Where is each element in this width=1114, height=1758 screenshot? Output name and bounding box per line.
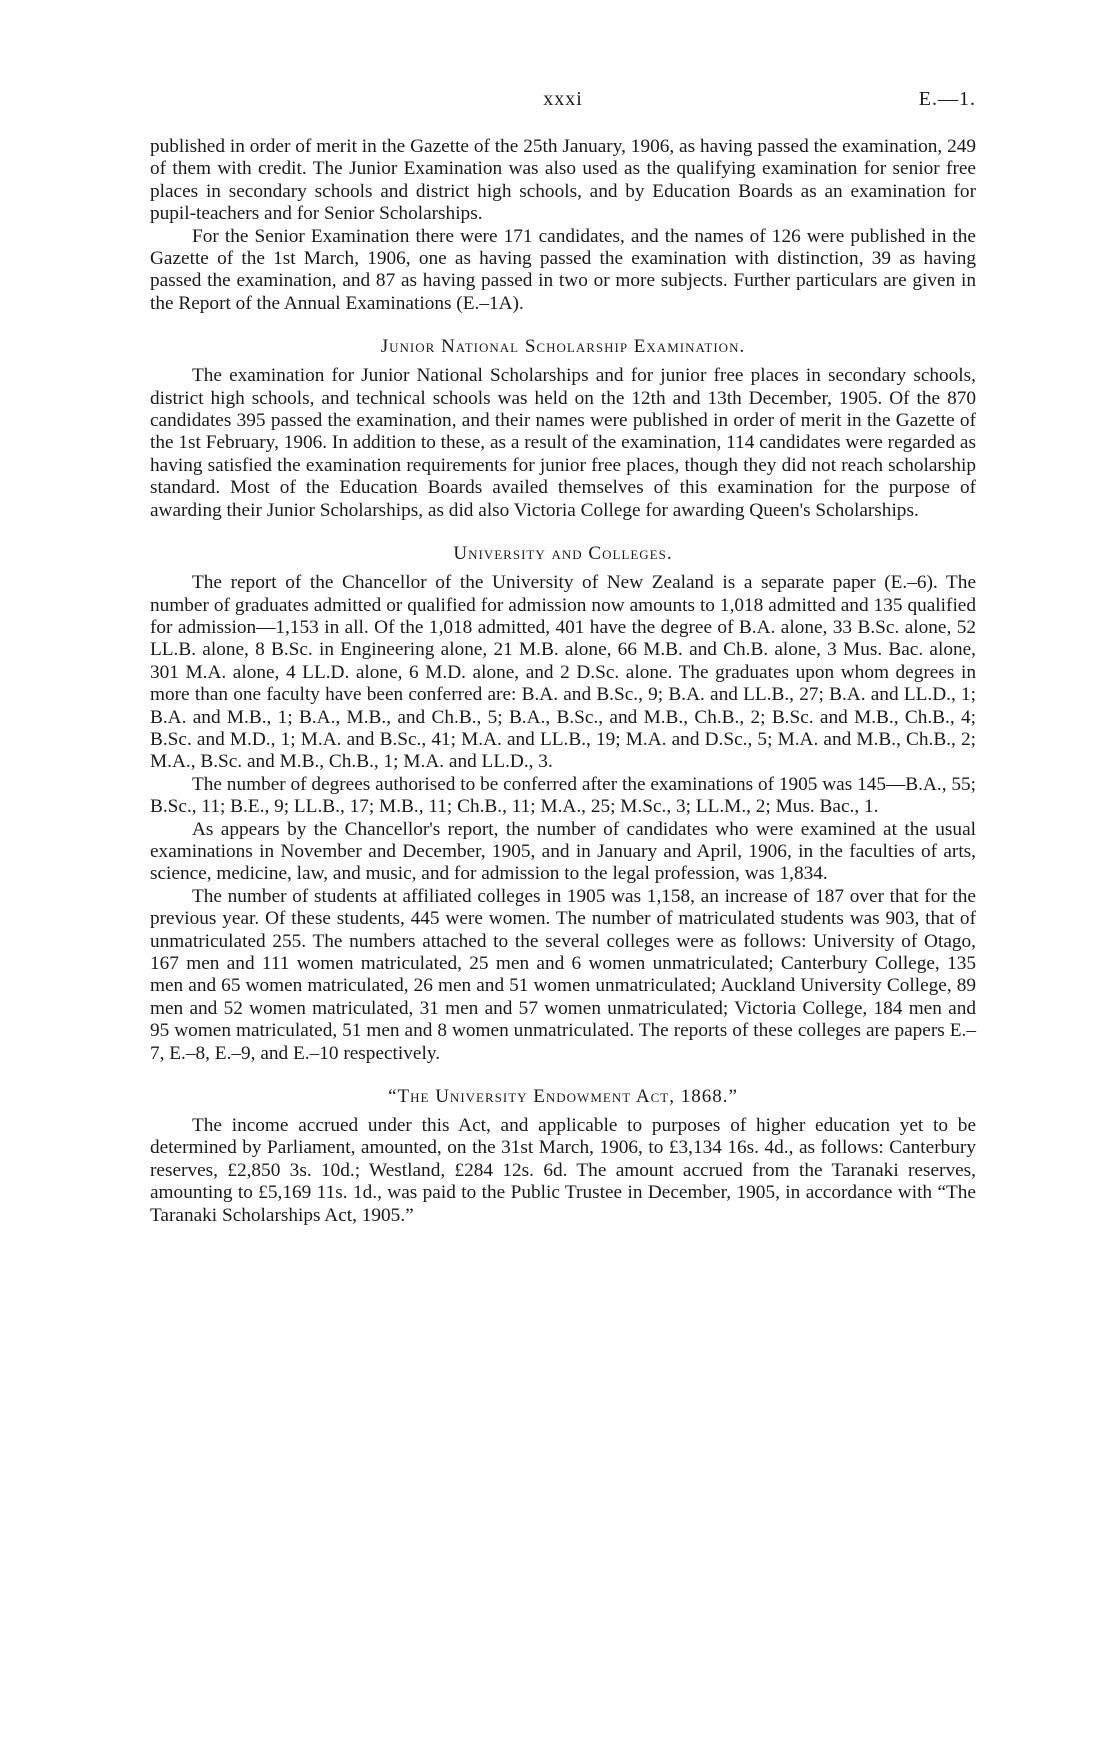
university-paragraph-2: The number of degrees authorised to be conferred after the examinations of 1905 was 145—B.A., 55; B.Sc., 11; B.E., 9; LL.B., 17; M.B., 11; Ch.B., 11; M.A., 25; M.Sc., 3; LL.M., 2; Mus. Bac., 1. — [150, 773, 976, 818]
intro-paragraph-2: For the Senior Examination there were 171 candidates, and the names of 126 were published in the Gazette of the 1st March, 1906, one as having passed the examination with distinction, 39 as having passed the examination, and 87 as having passed in two or more subjects. Further particulars are given in the Report of the Annual Examinations (E.–1A). — [150, 225, 976, 314]
intro-paragraph-1: published in order of merit in the Gazette of the 25th January, 1906, as having passed the examination, 249 of them with credit. The Junior Examination was also used as the qualifying examination for senior free places in secondary schools and district high schools, and by Education Boards as an examination for pupil-teachers and for Senior Scholarships. — [150, 136, 976, 225]
junior-section-heading: Junior National Scholarship Examination. — [380, 336, 746, 358]
endowment-section-heading: “The University Endowment Act, 1868.” — [388, 1086, 738, 1108]
university-paragraph-3: As appears by the Chancellor's report, the number of candidates who were examined at the usual examinations in November and December, 1905, and in January and April, 1906, in the faculties of arts, science, medicine, law, and music, and for admission to the legal profession, was 1,834. — [150, 818, 976, 885]
junior-paragraph-1: The examination for Junior National Scholarships and for junior free places in secondary schools, district high schools, and technical schools was held on the 12th and 13th December, 1905. Of the 870 candidates 395 passed the examination, and their names were published in order of merit in the Gazette of the 1st February, 1906. In addition to these, as a result of the examination, 114 candidates were regarded as having satisfied the examination requirements for junior free places, though they did not reach scholarship standard. Most of the Education Boards availed themselves of this examination for the purpose of awarding their Junior Scholarships, as did also Victoria College for awarding Queen's Scholarships. — [150, 365, 976, 521]
document-reference: E.—1. — [918, 88, 976, 110]
page-header — [150, 88, 976, 118]
document-body — [150, 136, 976, 1227]
university-paragraph-4: The number of students at affiliated colleges in 1905 was 1,158, an increase of 187 over that for the previous year. Of these students, 445 were women. The number of matriculated students was 903, that of unmatriculated 255. The numbers attached to the several colleges were as follows: University of Otago, 167 men and 111 women matriculated, 25 men and 6 women unmatriculated; Canterbury College, 135 men and 65 women matriculated, 26 men and 51 women unmatriculated; Auckland University College, 89 men and 52 women matriculated, 31 men and 57 women unmatriculated; Victoria College, 184 men and 95 women matriculated, 51 men and 8 women unmatriculated. The reports of these colleges are papers E.–7, E.–8, E.–9, and E.–10 respectively. — [150, 885, 976, 1064]
university-section-heading: University and Colleges. — [453, 543, 673, 565]
endowment-paragraph-1: The income accrued under this Act, and applicable to purposes of higher education yet to be determined by Parliament, amounted, on the 31st March, 1906, to £3,134 16s. 4d., as follows: Canterbury reserves, £2,850 3s. 10d.; Westland, £284 12s. 6d. The amount accrued from the Taranaki reserves, amounting to £5,169 11s. 1d., was paid to the Public Trustee in December, 1905, in accordance with “The Taranaki Scholarships Act, 1905.” — [150, 1115, 976, 1226]
university-paragraph-1: The report of the Chancellor of the University of New Zealand is a separate paper (E.–6). The number of graduates admitted or qualified for admission now amounts to 1,018 admitted and 135 qualified for admission—1,153 in all. Of the 1,018 admitted, 401 have the degree of B.A. alone, 33 B.Sc. alone, 52 LL.B. alone, 8 B.Sc. in Engineering alone, 21 M.B. alone, 66 M.B. and Ch.B. alone, 3 Mus. Bac. alone, 301 M.A. alone, 4 LL.D. alone, 6 M.D. alone, and 2 D.Sc. alone. The graduates upon whom degrees in more than one faculty have been conferred are: B.A. and B.Sc., 9; B.A. and LL.B., 27; B.A. and LL.D., 1; B.A. and M.B., 1; B.A., M.B., and Ch.B., 5; B.A., B.Sc., and M.B., Ch.B., 2; B.Sc. and M.B., Ch.B., 4; B.Sc. and M.D., 1; M.A. and B.Sc., 41; M.A. and LL.B., 19; M.A. and D.Sc., 5; M.A. and M.B., Ch.B., 2; M.A., B.Sc. and M.B., Ch.B., 1; M.A. and LL.D., 3. — [150, 572, 976, 773]
page-number: xxxi — [543, 88, 583, 110]
